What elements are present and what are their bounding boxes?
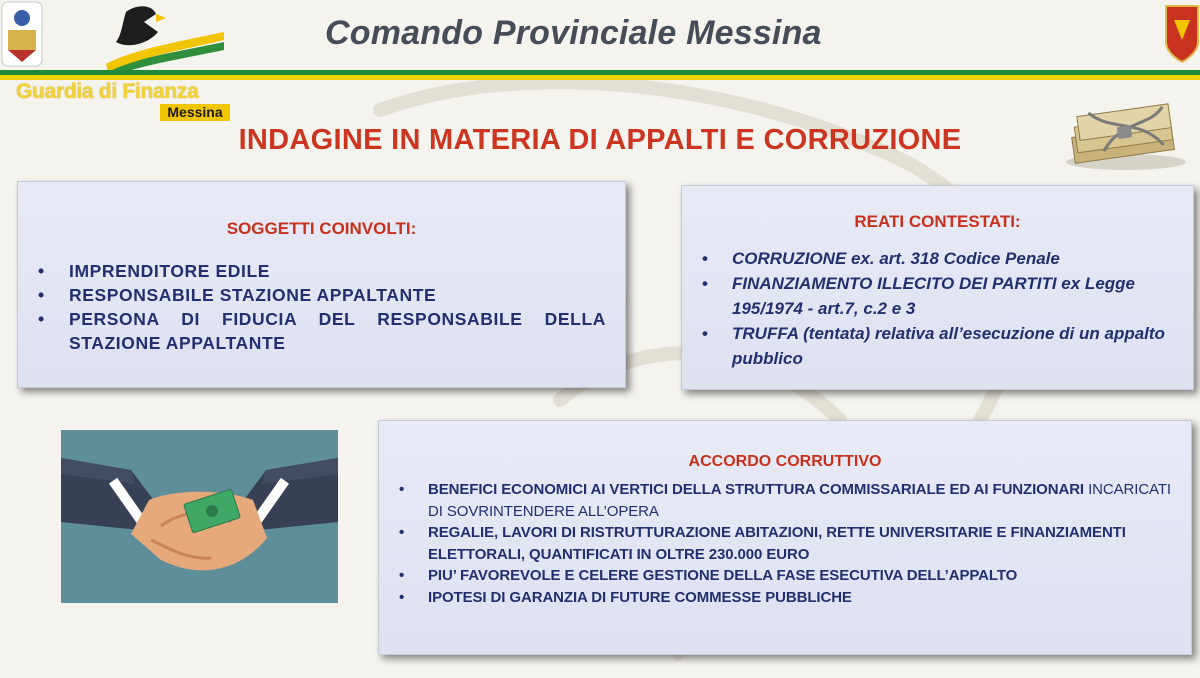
soggetti-coinvolti-panel [17,181,626,388]
bullet: • [399,567,405,584]
list-item [38,307,606,355]
list-item [399,565,1179,587]
bullet: • [38,309,45,329]
slide-title: INDAGINE IN MATERIA DI APPALTI E CORRUZIONE [238,124,962,156]
eagle-icon [96,2,226,80]
list-item [399,587,1179,609]
org-city-badge: Messina [160,104,230,121]
list-item-text-normal: INCARICATI DI SOVRINTENDERE ALL’OPERA [428,481,1171,520]
bullet: • [399,588,405,606]
list-item [702,271,1177,321]
list-item-text: IPOTESI DI GARANZIA DI FUTURE COMMESSE PUBBLICHE [428,588,852,606]
list-item-text: RESPONSABILE STAZIONE APPALTANTE [69,285,437,305]
accordo-corruttivo-panel [378,420,1192,655]
list-item-text: FINANZIAMENTO ILLECITO DEI PARTITI ex Legge 195/1974 - art.7, c.2 e 3 [732,274,1135,318]
accordo-list [399,479,1179,608]
list-item-text: PIU’ FAVOREVOLE E CELERE GESTIONE DELLA FASE ESECUTIVA DELL’APPALTO [428,567,1018,584]
bullet: • [38,285,45,305]
soggetti-coinvolti-title: SOGGETTI COINVOLTI: [226,219,417,238]
bullet: • [399,481,405,498]
bullet: • [702,274,708,293]
money-stack-icon [1062,100,1190,172]
list-item [38,259,606,283]
reati-list [702,246,1177,371]
coat-of-arms-icon [0,0,46,70]
bullet: • [399,524,405,541]
org-name: Guardia di Finanza [16,80,199,103]
list-item [38,283,606,307]
bullet: • [702,324,708,343]
reati-contestati-title: REATI CONTESTATI: [854,212,1021,231]
list-item [702,321,1177,371]
bullet: • [38,261,45,281]
list-item-text: PERSONA DI FIDUCIA DEL RESPONSABILE DELLA STAZIONE APPALTANTE [69,309,606,353]
list-item-text: BENEFICI ECONOMICI AI VERTICI DELLA STRUTTURA COMMISSARIALE ED AI FUNZIONARI [428,481,1089,498]
handshake-icon [61,430,338,603]
bullet: • [702,249,708,268]
reati-contestati-panel [681,185,1194,390]
header-title: Comando Provinciale Messina [325,14,822,52]
list-item-text: REGALIE, LAVORI DI RISTRUTTURAZIONE ABITAZIONI, RETTE UNIVERSITARIE E FINANZIAMENTI ELETTORALI, QUANTIFICATI IN OLTRE 230.000 EURO [428,524,1126,563]
list-item-text: IMPRENDITORE EDILE [69,261,271,281]
list-item [399,479,1179,522]
list-item-text: CORRUZIONE ex. art. 318 Codice Penale [732,249,1060,268]
soggetti-list [38,259,606,355]
list-item-text: TRUFFA (tentata) relativa all’esecuzione di un appalto pubblico [732,324,1165,368]
list-item [702,246,1177,271]
accordo-corruttivo-title: ACCORDO CORRUTTIVO [688,453,882,470]
list-item [399,522,1179,565]
shield-crest-icon [1164,0,1200,66]
